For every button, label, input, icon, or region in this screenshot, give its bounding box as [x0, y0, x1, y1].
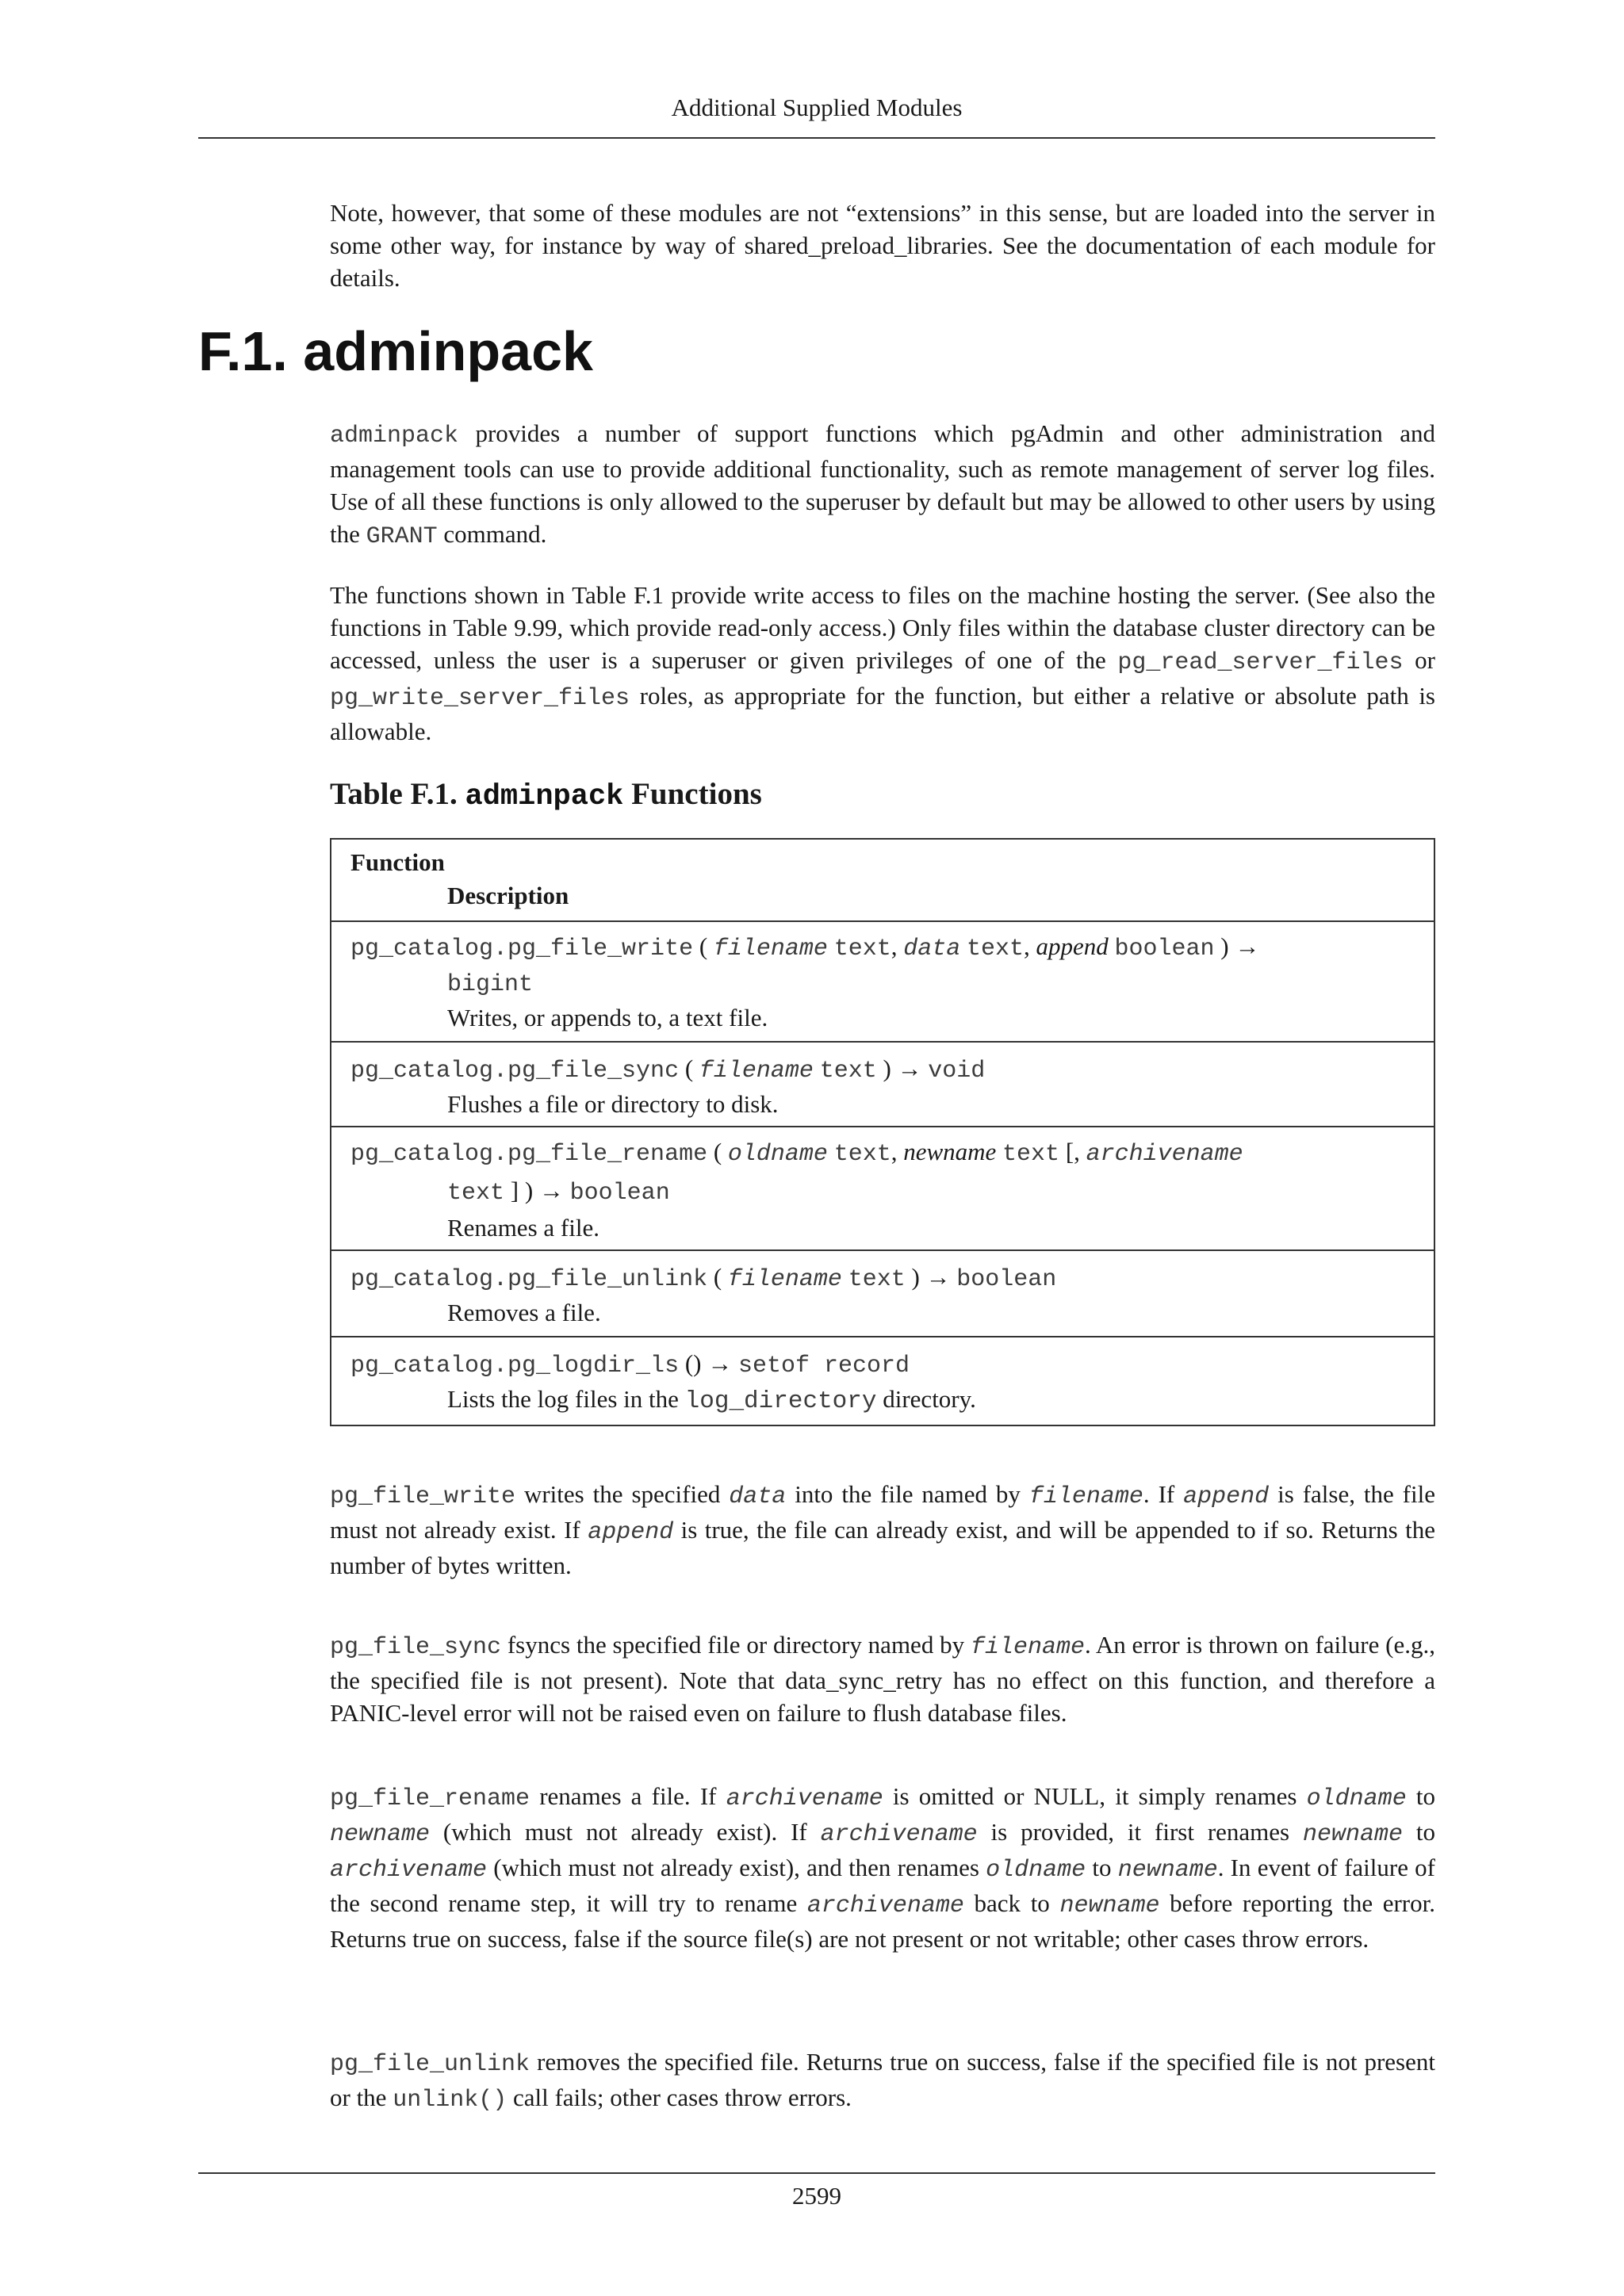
header-rule	[198, 137, 1435, 139]
table-row	[331, 1336, 1434, 1425]
return-type: bigint	[447, 971, 534, 998]
function-description: Lists the log files in the log_directory directory.	[447, 1385, 976, 1415]
functions-table	[330, 838, 1435, 1426]
return-type: void	[928, 1058, 986, 1085]
code-adminpack: adminpack	[330, 423, 459, 450]
table-row	[331, 920, 1434, 1041]
footer-rule	[198, 2172, 1435, 2174]
header-description: Description	[447, 882, 569, 909]
code-write-role: pg_write_server_files	[330, 685, 630, 712]
return-type: boolean	[569, 1180, 670, 1207]
return-type: boolean	[956, 1266, 1057, 1293]
return-type: setof record	[737, 1353, 910, 1380]
function-signature: pg_catalog.pg_logdir_ls () → setof record	[350, 1349, 910, 1380]
table-row	[331, 1126, 1434, 1249]
function-description: Renames a file.	[447, 1214, 599, 1242]
section-title: F.1. adminpack	[198, 320, 593, 382]
adminpack-intro-paragraph: adminpack provides a number of support functions which pgAdmin and other administration and management tools can use to provide additional functionality, such as remote management of server log files. Use of all these functions is only allowed to the superuser by default but may be allowed to other users by using the GRANT command.	[330, 419, 1435, 550]
pg-file-sync-description: pg_file_sync fsyncs the specified file or directory named by filename. An error is thrown on failure (e.g., the specified file is not present). Note that data_sync_retry has no effect on this function, and therefore a PANIC-level error will not be raised even on failure to flush database files.	[330, 1631, 1435, 1727]
function-signature: pg_catalog.pg_file_write ( filename text, data text, append boolean ) → bigint	[350, 932, 1260, 998]
intro-note: Note, however, that some of these modules are not “extensions” in this sense, but are loaded into the server in some other way, for instance by way of shared_preload_libraries. See the documentation of each module for details.	[330, 199, 1435, 292]
function-description: Flushes a file or directory to disk.	[447, 1090, 779, 1118]
table-row	[331, 1041, 1434, 1126]
table-caption: Table F.1. adminpack Functions	[330, 777, 762, 813]
running-header: Additional Supplied Modules	[671, 94, 963, 121]
header-function: Function	[350, 848, 445, 876]
access-paragraph: The functions shown in Table F.1 provide write access to files on the machine hosting the server. (See also the functions in Table 9.99, which provide read-only access.) Only files within the database cluster directory can be accessed, unless the user is a superuser or given privileges of one of the pg_read_server_files or pg_write_server_files roles, as appropriate for the function, but either a relative or absolute path is allowable.	[330, 581, 1436, 745]
code-grant: GRANT	[366, 523, 438, 550]
code-read-role: pg_read_server_files	[1117, 649, 1404, 676]
function-signature: pg_catalog.pg_file_sync ( filename text ) → void	[350, 1054, 986, 1085]
pg-file-unlink-description: pg_file_unlink removes the specified file. Returns true on success, false if the specified file is not present or the unlink() call fails; other cases throw errors.	[330, 2048, 1435, 2114]
pg-file-rename-description: pg_file_rename renames a file. If archivename is omitted or NULL, it simply renames oldname to newname (which must not already exist). If archivename is provided, it first renames newname to archivename (which must not already exist), and then renames oldname to newname. In event of failure of the second rename step, it will try to rename archivename back to newname before reporting the error. Returns true on success, false if the source file(s) are not present or not writable; other cases throw errors.	[330, 1782, 1436, 1953]
table-row	[331, 1249, 1434, 1336]
table-header-row	[331, 840, 1434, 920]
function-description: Writes, or appends to, a text file.	[447, 1004, 768, 1031]
function-signature: pg_catalog.pg_file_rename ( oldname text, newname text [, archivename text ] ) → boolean	[350, 1138, 1243, 1207]
pg-file-write-description: pg_file_write writes the specified data into the file named by filename. If append is false, the file must not already exist. If append is true, the file can already exist, and will be appended to if so. Returns the number of bytes written.	[330, 1480, 1436, 1579]
function-description: Removes a file.	[447, 1299, 601, 1326]
page-number: 2599	[792, 2182, 841, 2210]
function-signature: pg_catalog.pg_file_unlink ( filename text ) → boolean	[350, 1263, 1057, 1293]
